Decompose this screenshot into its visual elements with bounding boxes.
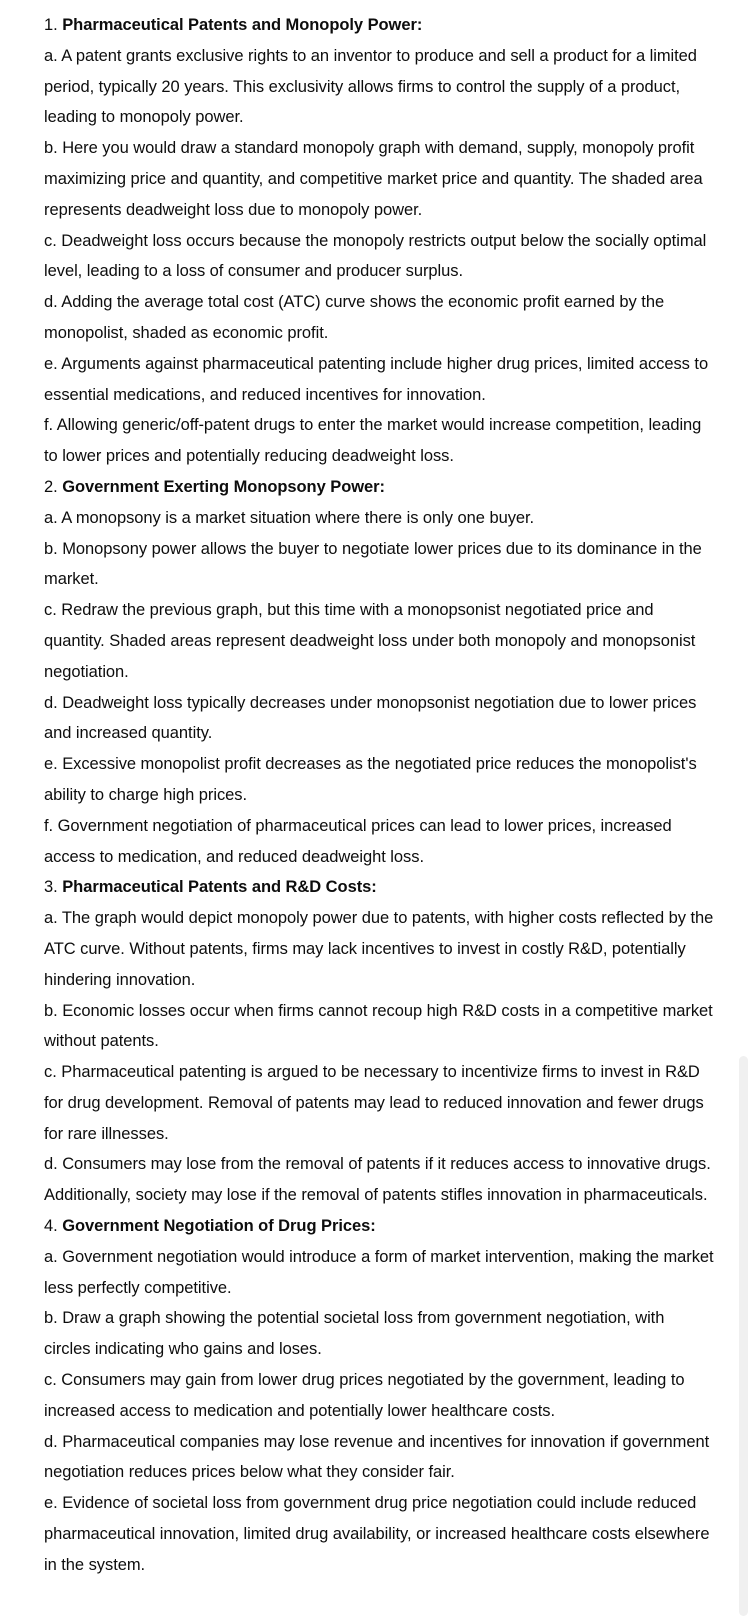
scrollbar-track[interactable] — [735, 0, 751, 1616]
list-item: d. Consumers may lose from the removal of patents if it reduces access to innovative drugs. Additionally, society may lose if the removal of patents stifles innovation in pharmaceuticals. — [44, 1155, 711, 1205]
list-item: e. Excessive monopolist profit decreases as the negotiated price reduces the monopolist's ability to charge high prices. — [44, 755, 697, 804]
list-item: a. The graph would depict monopoly power due to patents, with higher costs reflected by the ATC curve. Without patents, firms may lack incentives to invest in costly R&D, potentially hindering innovation. — [44, 909, 714, 989]
section-heading: 4. Government Negotiation of Drug Prices: — [44, 1217, 376, 1236]
list-item: d. Deadweight loss typically decreases under monopsonist negotiation due to lower prices and increased quantity. — [44, 693, 697, 743]
section-heading: 3. Pharmaceutical Patents and R&D Costs: — [44, 878, 377, 897]
list-item: f. Government negotiation of pharmaceutical prices can lead to lower prices, increased access to medication, and reduced deadweight loss. — [44, 816, 672, 866]
list-item: b. Monopsony power allows the buyer to negotiate lower prices due to its dominance in the market. — [44, 539, 702, 589]
section-4 — [44, 1211, 714, 1581]
section-3 — [44, 872, 714, 1211]
list-item: c. Consumers may gain from lower drug prices negotiated by the government, leading to increased access to medication and potentially lower healthcare costs. — [44, 1371, 685, 1420]
list-item: c. Redraw the previous graph, but this time with a monopsonist negotiated price and quantity. Shaded areas represent deadweight loss under both monopoly and monopsonist negotiation. — [44, 601, 696, 681]
section-2 — [44, 472, 714, 872]
list-item: f. Allowing generic/off-patent drugs to enter the market would increase competition, leading to lower prices and potentially reducing deadweight loss. — [44, 416, 702, 466]
list-item: d. Adding the average total cost (ATC) curve shows the economic profit earned by the monopolist, shaded as economic profit. — [44, 293, 665, 342]
list-item: a. A monopsony is a market situation where there is only one buyer. — [44, 508, 535, 527]
list-item: a. A patent grants exclusive rights to an inventor to produce and sell a product for a limited period, typically 20 years. This exclusivity allows firms to control the supply of a product, leading to monopoly power. — [44, 46, 697, 127]
list-item: b. Here you would draw a standard monopoly graph with demand, supply, monopoly profit maximizing price and quantity, and competitive market price and quantity. The shaded area represents deadweight loss due to monopoly power. — [44, 139, 703, 219]
list-item: a. Government negotiation would introduce a form of market intervention, making the market less perfectly competitive. — [44, 1247, 714, 1297]
section-heading: 2. Government Exerting Monopsony Power: — [44, 477, 385, 496]
list-item: b. Economic losses occur when firms cannot recoup high R&D costs in a competitive market without patents. — [44, 1001, 713, 1051]
list-item: e. Evidence of societal loss from government drug price negotiation could include reduced pharmaceutical innovation, limited drug availability, or increased healthcare costs elsewhere in the system. — [44, 1494, 710, 1574]
list-item: e. Arguments against pharmaceutical patenting include higher drug prices, limited access to essential medications, and reduced incentives for innovation. — [44, 354, 709, 404]
list-item: c. Pharmaceutical patenting is argued to be necessary to incentivize firms to invest in R&D for drug development. Removal of patents may lead to reduced innovation and fewer drugs for rare illnesses. — [44, 1063, 704, 1143]
list-item: c. Deadweight loss occurs because the monopoly restricts output below the socially optimal level, leading to a loss of consumer and producer surplus. — [44, 231, 707, 281]
scrollbar-thumb[interactable] — [739, 1056, 748, 1616]
list-item: b. Draw a graph showing the potential societal loss from government negotiation, with circles indicating who gains and loses. — [44, 1309, 665, 1359]
answer-content — [44, 10, 714, 1581]
section-1 — [44, 10, 714, 472]
section-heading: 1. Pharmaceutical Patents and Monopoly Power: — [44, 16, 423, 34]
list-item: d. Pharmaceutical companies may lose revenue and incentives for innovation if government negotiation reduces prices below what they consider fair. — [44, 1432, 710, 1482]
